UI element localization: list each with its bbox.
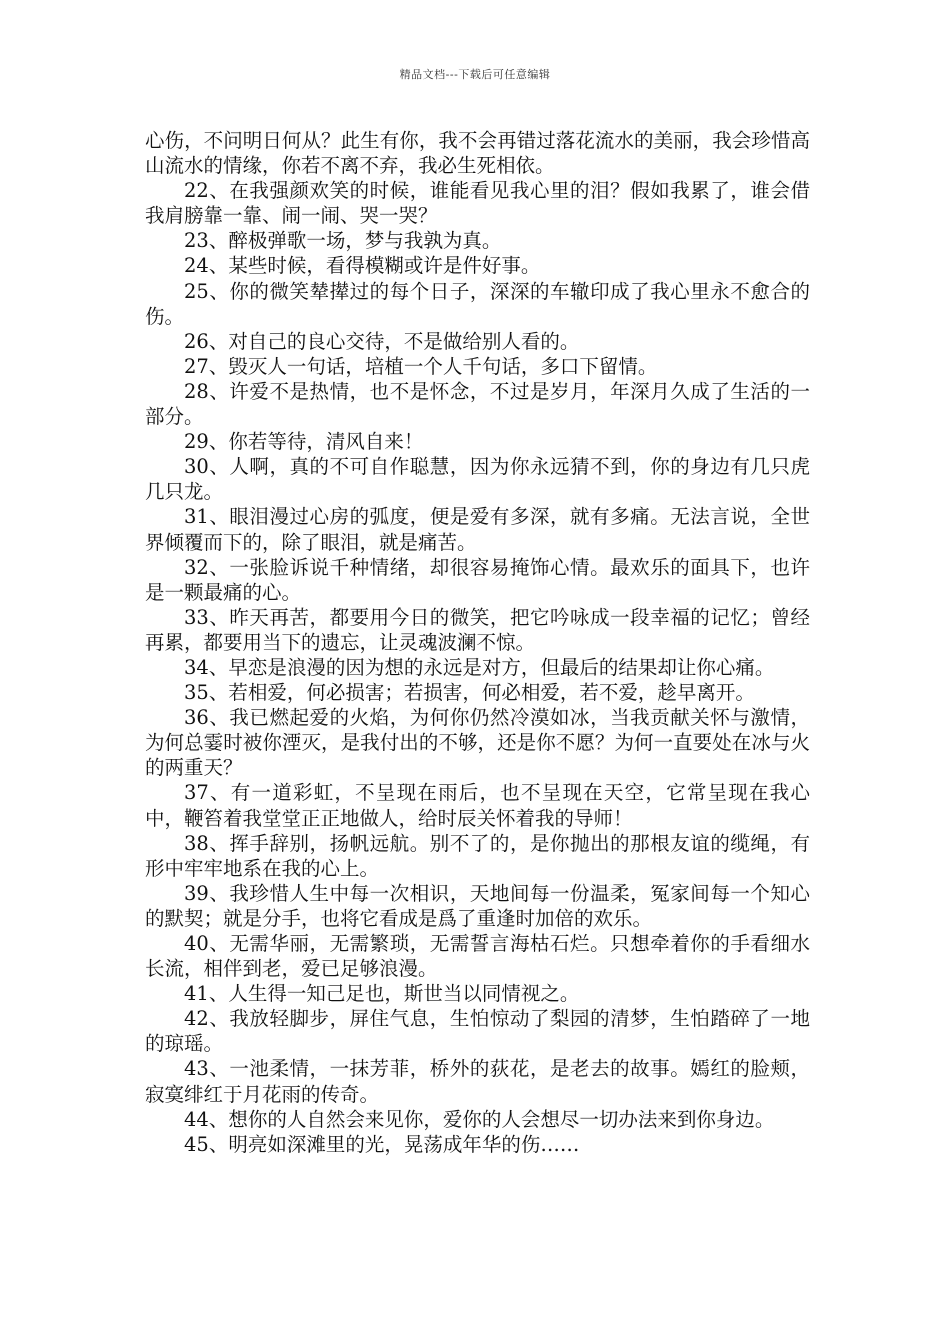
paragraph: 40、无需华丽，无需繁琐，无需誓言海枯石烂。只想牵着你的手看细水长流，相伴到老，爱已足够浪漫。 [145, 932, 810, 981]
paragraph: 32、一张脸诉说千种情绪，却很容易掩饰心情。最欢乐的面具下，也许是一颗最痛的心。 [145, 555, 810, 604]
paragraph: 39、我珍惜人生中每一次相识，天地间每一份温柔，冤家间每一个知心的默契；就是分手，也将它看成是爲了重逢时加倍的欢乐。 [145, 881, 810, 930]
paragraph: 心伤，不问明日何从？此生有你，我不会再错过落花流水的美丽，我会珍惜高山流水的情缘，你若不离不弃，我必生死相依。 [145, 129, 810, 178]
paragraph: 27、毁灭人一句话，培植一个人千句话，多口下留情。 [184, 354, 658, 378]
paragraph: 23、醉极弹歌一场，梦与我孰为真。 [184, 229, 502, 253]
paragraph: 31、眼泪漫过心房的弧度，便是爱有多深，就有多痛。无法言说，全世界倾覆而下的，除了眼泪，就是痛苦。 [145, 505, 810, 554]
paragraph: 35、若相爱，何必损害；若损害，何必相爱，若不爱，趁早离开。 [184, 681, 755, 705]
paragraph: 22、在我强颜欢笑的时候，谁能看见我心里的泪？假如我累了，谁会借我肩膀靠一靠、闹一闹、哭一哭？ [145, 179, 810, 228]
paragraph: 25、你的微笑辇撵过的每个日子，深深的车辙印成了我心里永不愈合的伤。 [145, 279, 810, 328]
document-body [145, 128, 810, 1157]
paragraph: 29、你若等待，清风自来！ [184, 430, 424, 454]
paragraph: 42、我放轻脚步，屏住气息，生怕惊动了梨园的清梦，生怕踏碎了一地的琼瑶。 [145, 1007, 810, 1056]
paragraph: 28、许爱不是热情，也不是怀念，不过是岁月，年深月久成了生活的一部分。 [145, 379, 810, 429]
paragraph: 36、我已燃起爱的火焰，为何你仍然冷漠如冰，当我贡献关怀与激情，为何总霎时被你湮灭，是我付出的不够，还是你不愿？为何一直要处在冰与火的两重天？ [145, 706, 810, 780]
paragraph: 44、想你的人自然会来见你，爱你的人会想尽一切办法来到你身边。 [184, 1107, 775, 1131]
paragraph: 45、明亮如深滩里的光，晃荡成年华的伤…… [184, 1132, 580, 1156]
paragraph: 34、早恋是浪漫的因为想的永远是对方，但最后的结果却让你心痛。 [184, 655, 775, 679]
paragraph: 33、昨天再苦，都要用今日的微笑，把它吟咏成一段幸福的记忆；曾经再累，都要用当下的遗忘，让灵魂波澜不惊。 [145, 605, 810, 654]
paragraph: 24、某些时候，看得模糊或许是件好事。 [184, 254, 541, 278]
paragraph: 37、有一道彩虹，不呈现在雨后，也不呈现在天空，它常呈现在我心中，鞭笞着我堂堂正正地做人，给时辰关怀着我的导师！ [145, 781, 810, 830]
paragraph: 41、人生得一知己足也，斯世当以同情视之。 [184, 982, 580, 1006]
paragraph: 43、一池柔情，一抹芳菲，桥外的荻花，是老去的故事。嫣红的脸颊，寂寞绯红于月花雨的传奇。 [145, 1057, 810, 1106]
paragraph: 30、人啊，真的不可自作聪慧，因为你永远猜不到，你的身边有几只虎几只龙。 [145, 455, 810, 504]
page-header: 精品文档---下载后可任意编辑 [399, 68, 551, 81]
paragraph: 38、挥手辞别，扬帆远航。别不了的，是你抛出的那根友谊的缆绳，有形中牢牢地系在我的心上。 [145, 831, 810, 880]
paragraph: 26、对自己的良心交待，不是做给别人看的。 [184, 329, 580, 353]
